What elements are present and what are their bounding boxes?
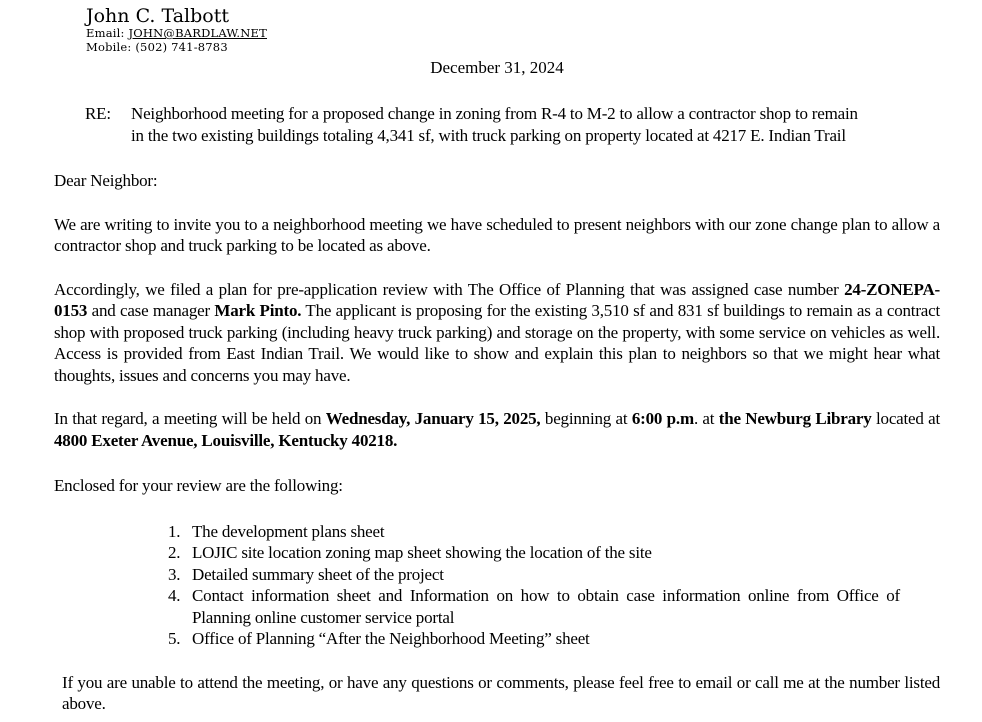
enclosures-list bbox=[168, 521, 900, 650]
list-item-text: The development plans sheet bbox=[192, 521, 385, 541]
meeting-place: the Newburg Library bbox=[718, 409, 872, 428]
email-link[interactable]: JOHN@BARDLAW.NET bbox=[128, 26, 267, 40]
meeting-text-1: In that regard, a meeting will be held on bbox=[54, 409, 326, 428]
case-text-3: The applicant is proposing for the existing 3,510 sf and 831 sf buildings to remain as a contract shop with proposed truck parking (including heavy truck parking) and storage on the property, with some service on vehicles as well. Access is provided from East Indian Trail. We would like to show and explain this plan to neighbors so that we might hear what thoughts, issues and concerns you may have. bbox=[54, 301, 940, 385]
list-item-text: Office of Planning “After the Neighborhood Meeting” sheet bbox=[192, 629, 590, 648]
meeting-date: Wednesday, January 15, 2025, bbox=[325, 409, 541, 428]
re-block bbox=[85, 103, 866, 146]
meeting-text-3: . at bbox=[693, 409, 719, 428]
list-item-text: Contact information sheet and Information on how to obtain case information online from Office of Planning online customer service portal bbox=[192, 586, 900, 627]
list-item bbox=[168, 585, 900, 628]
salutation: Dear Neighbor: bbox=[54, 171, 158, 190]
mobile-number: (502) 741-8783 bbox=[135, 40, 228, 54]
sender-name: John C. Talbott bbox=[86, 5, 229, 27]
sender-mobile-line bbox=[86, 40, 940, 54]
list-item-text: LOJIC site location zoning map sheet showing the location of the site bbox=[192, 543, 652, 562]
list-item-number: 5. bbox=[168, 629, 181, 648]
meeting-text-4: located at bbox=[871, 409, 940, 428]
list-item bbox=[168, 564, 900, 586]
list-item bbox=[168, 628, 900, 650]
date-line: December 31, 2024 bbox=[430, 58, 564, 77]
closing-paragraph: If you are unable to attend the meeting, or have any questions or comments, please feel free to email or call me at the number listed above. bbox=[62, 672, 940, 713]
meeting-text-2: beginning at bbox=[540, 409, 632, 428]
paragraph-invitation: We are writing to invite you to a neighborhood meeting we have scheduled to present neighbors with our zone change plan to allow a contractor shop and truck parking to be located as above. bbox=[54, 214, 940, 255]
paragraph-meeting-details bbox=[54, 408, 940, 451]
letterhead bbox=[86, 6, 940, 54]
case-manager: Mark Pinto. bbox=[214, 301, 302, 320]
email-label: Email: bbox=[86, 26, 125, 40]
list-item bbox=[168, 542, 900, 564]
enclosed-heading: Enclosed for your review are the following: bbox=[54, 476, 343, 495]
paragraph-case-details bbox=[54, 279, 940, 387]
case-text-1: Accordingly, we filed a plan for pre-application review with The Office of Planning that was assigned case number bbox=[54, 279, 845, 299]
re-text: Neighborhood meeting for a proposed change in zoning from R-4 to M-2 to allow a contractor shop to remain in the two existing buildings totaling 4,341 sf, with truck parking on property located at 4217 E. Indian Trail bbox=[131, 104, 858, 145]
case-number: 24-ZONEPA-0153 bbox=[54, 279, 940, 320]
meeting-address: 4800 Exeter Avenue, Louisville, Kentucky 40218. bbox=[54, 430, 398, 450]
meeting-time: 6:00 p.m bbox=[631, 409, 694, 428]
sender-email-line bbox=[86, 26, 940, 40]
case-text-2: and case manager bbox=[87, 301, 215, 320]
list-item-number: 3. bbox=[168, 564, 181, 584]
list-item-number: 2. bbox=[168, 543, 181, 562]
re-label: RE: bbox=[85, 104, 111, 123]
list-item-text: Detailed summary sheet of the project bbox=[192, 564, 444, 584]
mobile-label: Mobile: bbox=[86, 40, 132, 54]
list-item-number: 1. bbox=[168, 521, 181, 541]
list-item-number: 4. bbox=[168, 586, 181, 605]
list-item bbox=[168, 521, 900, 543]
